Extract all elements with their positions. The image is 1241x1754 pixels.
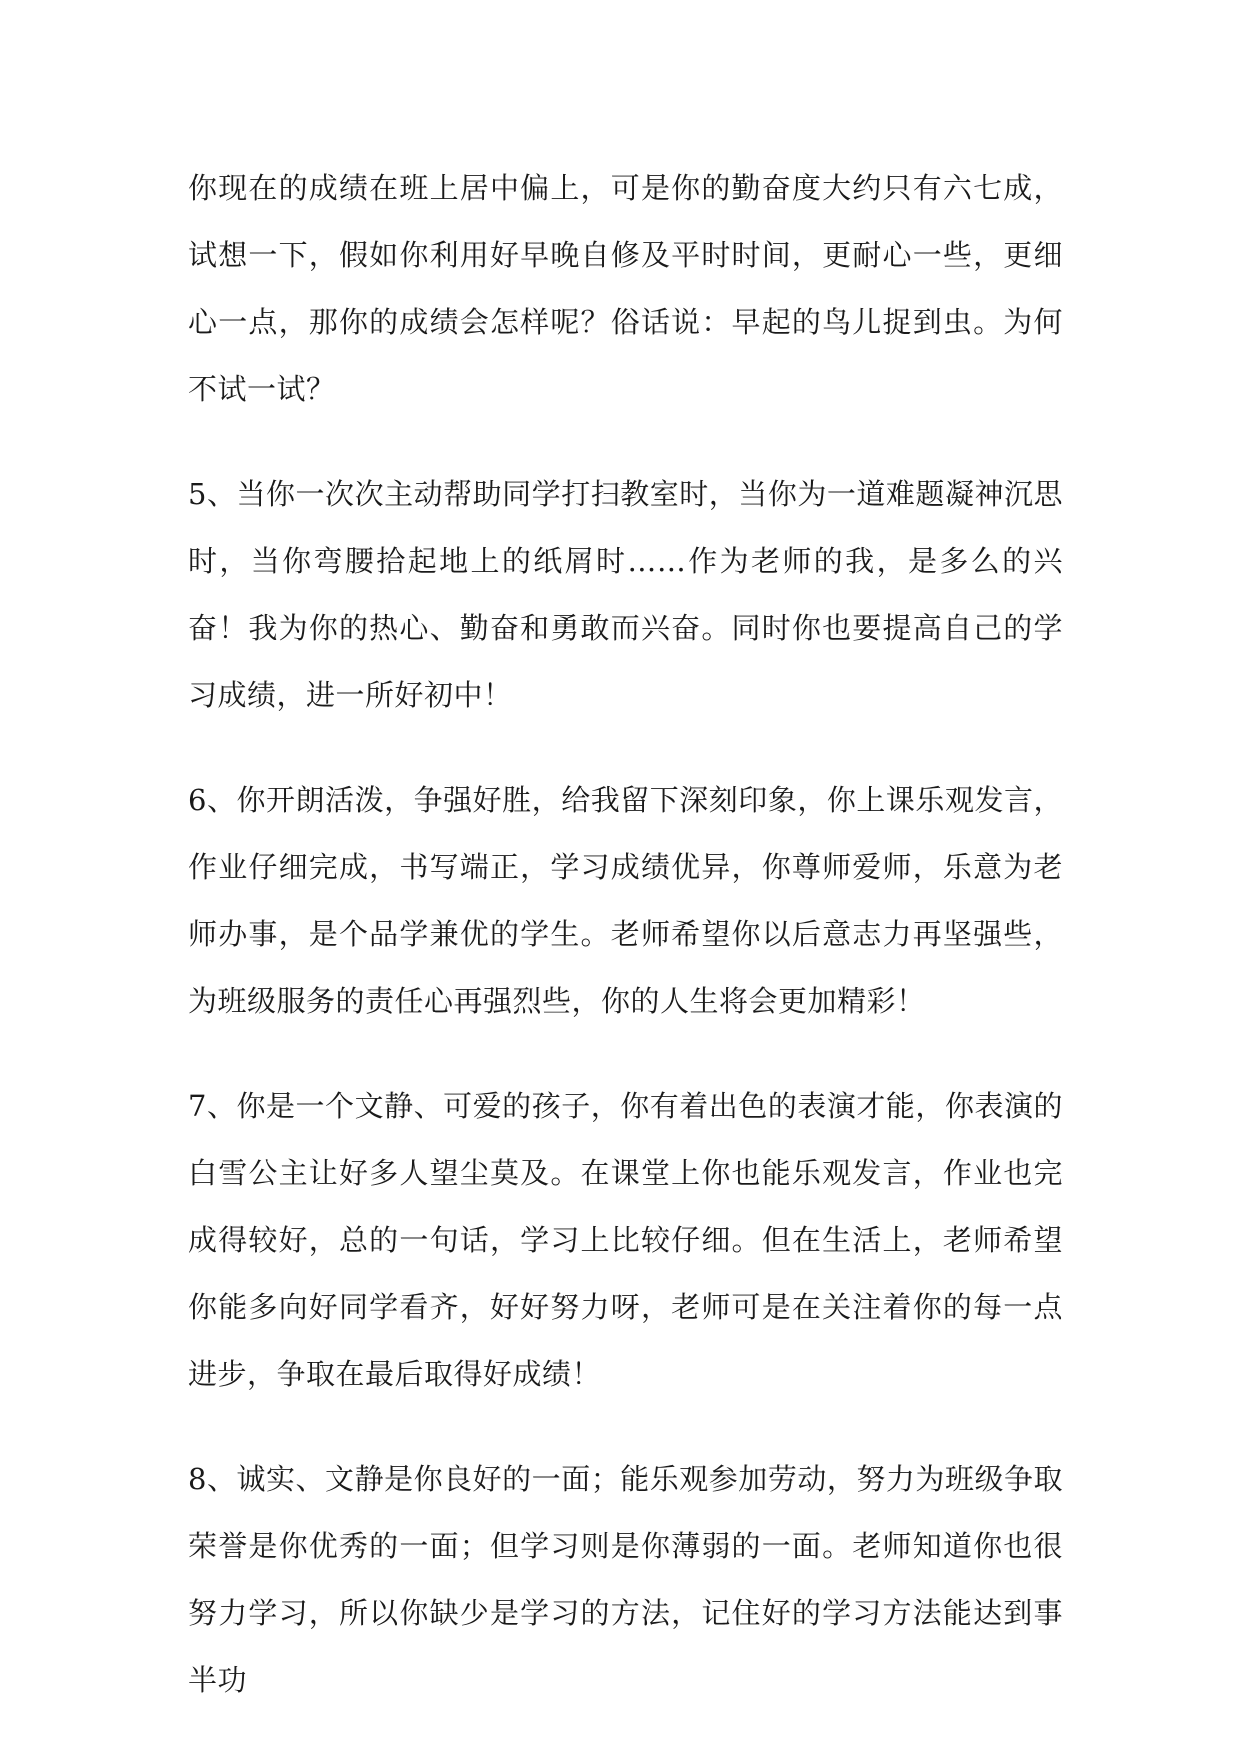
paragraph-comment-8: 8、诚实、文静是你良好的一面；能乐观参加劳动，努力为班级争取荣誉是你优秀的一面；但学习则是你薄弱的一面。老师知道你也很努力学习，所以你缺少是学习的方法，记住好的学习方法能达到事半功	[188, 1462, 1063, 1697]
paragraph-comment-6: 6、你开朗活泼，争强好胜，给我留下深刻印象，你上课乐观发言，作业仔细完成，书写端正，学习成绩优异，你尊师爱师，乐意为老师办事，是个品学兼优的学生。老师希望你以后意志力再坚强些，为班级服务的责任心再强烈些，你的人生将会更加精彩！	[188, 783, 1063, 1018]
document-body	[188, 155, 1063, 1752]
paragraph-comment-7: 7、你是一个文静、可爱的孩子，你有着出色的表演才能，你表演的白雪公主让好多人望尘莫及。在课堂上你也能乐观发言，作业也完成得较好，总的一句话，学习上比较仔细。但在生活上，老师希望你能多向好同学看齐，好好努力呀，老师可是在关注着你的每一点进步，争取在最后取得好成绩！	[188, 1089, 1063, 1391]
paragraph-continuation: 你现在的成绩在班上居中偏上，可是你的勤奋度大约只有六七成，试想一下，假如你利用好早晚自修及平时时间，更耐心一些，更细心一点，那你的成绩会怎样呢？俗话说：早起的鸟儿捉到虫。为何不试一试？	[188, 171, 1063, 406]
paragraph-comment-5: 5、当你一次次主动帮助同学打扫教室时，当你为一道难题凝神沉思时，当你弯腰拾起地上的纸屑时……作为老师的我，是多么的兴奋！我为你的热心、勤奋和勇敢而兴奋。同时你也要提高自己的学习成绩，进一所好初中！	[188, 477, 1063, 712]
